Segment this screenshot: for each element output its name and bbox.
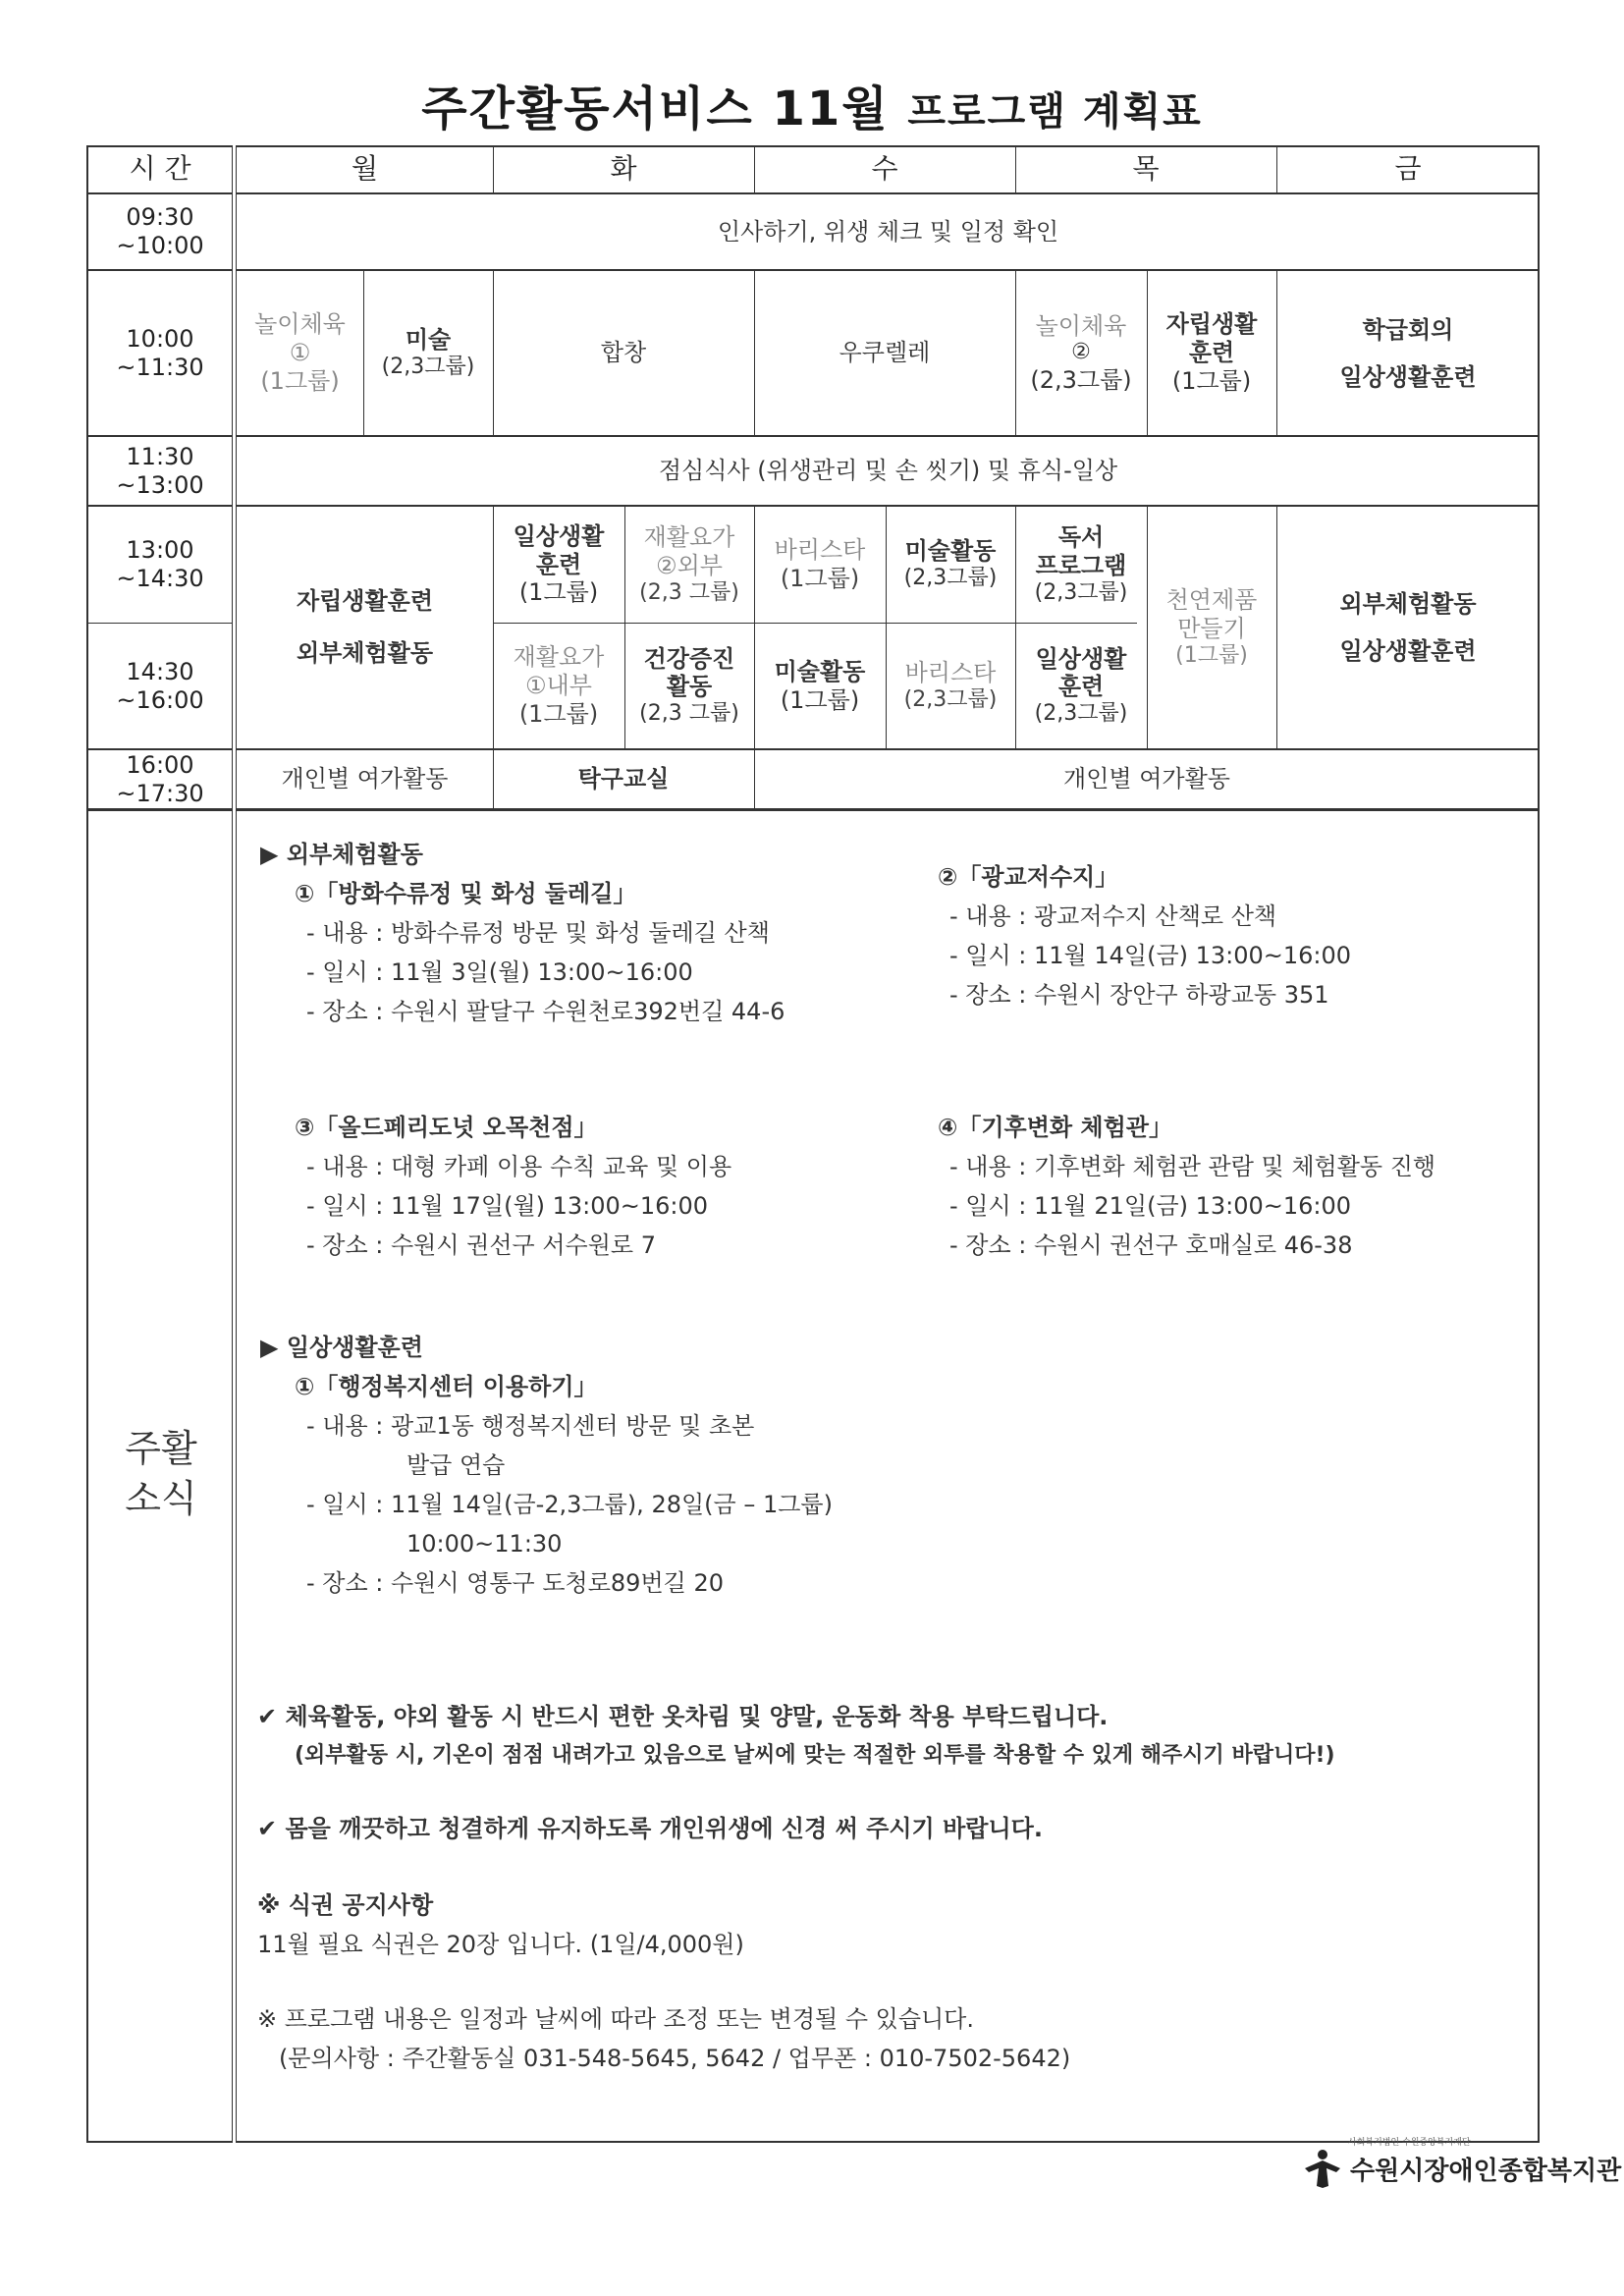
change-notice: ※ 프로그램 내용은 일정과 날씨에 따라 조정 또는 변경될 수 있습니다. (문의사항 : 주간활동실 031-548-5645, 5642 / 업무폰 : 010-7502-5642) (257, 2005, 1071, 2072)
time-slot-4: 13:00 ~14:30 (116, 536, 204, 592)
header-mon: 월 (351, 152, 379, 186)
natural-products: 천연제품 만들기 (1그룹) (1165, 586, 1258, 668)
greeting-activity: 인사하기, 위생 체크 및 일정 확인 (717, 217, 1059, 246)
art-class: 미술 (2,3그룹) (381, 325, 475, 379)
table-tennis: 탁구교실 (577, 765, 670, 793)
meal-ticket-notice: ※ 식권 공지사항 11월 필요 식권은 20장 입니다. (1일/4,000원) (257, 1891, 744, 1958)
art-activity-1: 미술활동 (2,3그룹) (903, 537, 998, 591)
time-slot-1: 09:30 ~10:00 (116, 203, 204, 259)
reading-program: 독서 프로그램 (2,3그룹) (1034, 523, 1128, 605)
person-logo-icon (1301, 2147, 1344, 2190)
health-promotion: 건강증진 활동 (2,3 그룹) (639, 644, 739, 727)
rehab-yoga-outside: 재활요가 ②외부 (2,3 그룹) (639, 523, 739, 605)
header-tue: 화 (610, 152, 637, 186)
outing-4: ④「기후변화 체험관」 - 내용 : 기후변화 체험관 관람 및 체험활동 진행 - 일시 : 11월 21일(금) 13:00~16:00 - 장소 : 수원시 권선구 호매실로 46-38 (938, 1114, 1436, 1259)
hygiene-notice: ✔ 몸을 깨끗하고 청결하게 유지하도록 개인위생에 신경 써 주시기 바랍니다. (257, 1815, 1043, 1842)
fri-afternoon-program: 외부체험활동 일상생활훈련 (1339, 590, 1477, 665)
barista-1: 바리스타 (1그룹) (774, 536, 866, 592)
barista-2: 바리스타 (2,3그룹) (903, 658, 998, 712)
leisure-mon: 개인별 여가활동 (281, 765, 449, 793)
choir: 합창 (600, 339, 647, 367)
page-title: 주간활동서비스 11월 프로그램 계획표 (421, 82, 1203, 137)
play-pe-1: 놀이체육 ① (1그룹) (254, 310, 346, 395)
welfare-center-logo: 사회복지법인 수원중앙복지재단 수원시장애인종합복지관 (1301, 2147, 1621, 2190)
daily-training-section: ▶ 일상생활훈련 (260, 1334, 423, 1361)
header-thu: 목 (1132, 152, 1160, 186)
outside-activity-section: ▶ 외부체험활동 (260, 841, 423, 868)
header-fri: 금 (1394, 152, 1422, 186)
mon-afternoon-program: 자립생활훈련 외부체험활동 (296, 587, 434, 667)
time-slot-2: 10:00 ~11:30 (116, 324, 204, 381)
art-activity-2: 미술활동 (1그룹) (774, 657, 866, 714)
header-wed: 수 (871, 152, 898, 186)
independent-living-training: 자립생활 훈련 (1그룹) (1165, 310, 1258, 395)
time-slot-3: 11:30 ~13:00 (116, 442, 204, 499)
ukulele: 우쿠렐레 (839, 339, 931, 367)
daily-training-1: ①「행정복지센터 이용하기」 - 내용 : 광교1동 행정복지센터 방문 및 초본 발급 연습 - 일시 : 11월 14일(금-2,3그룹), 28일(금 – 1그룹) 10:00~11:30 - 장소 : 수원시 영통구 도청로89번길 20 (295, 1373, 833, 1597)
class-meeting: 학급회의 일상생활훈련 (1339, 315, 1477, 391)
time-slot-6: 16:00 ~17:30 (116, 750, 204, 807)
daily-life-training-2: 일상생활 훈련 (2,3그룹) (1034, 644, 1128, 727)
outing-1: ①「방화수류정 및 화성 둘레길」 - 내용 : 방화수류정 방문 및 화성 둘레길 산책 - 일시 : 11월 3일(월) 13:00~16:00 - 장소 : 수원시 팔달구 수원천로392번길 44-6 (295, 880, 785, 1025)
outing-2: ②「광교저수지」 - 내용 : 광교저수지 산책로 산책 - 일시 : 11월 14일(금) 13:00~16:00 - 장소 : 수원시 장안구 하광교동 351 (938, 863, 1352, 1009)
daily-life-training-1: 일상생활 훈련 (1그룹) (513, 521, 605, 607)
lunch-break: 점심식사 (위생관리 및 손 씻기) 및 휴식-일상 (658, 457, 1118, 485)
weekly-news-label: 주활 소식 (125, 1427, 197, 1521)
rehab-yoga-inside: 재활요가 ①내부 (1그룹) (513, 643, 605, 728)
header-time: 시 간 (129, 152, 191, 186)
leisure-rest: 개인별 여가활동 (1063, 765, 1230, 793)
clothing-notice: ✔ 체육활동, 야외 활동 시 반드시 편한 옷차림 및 양말, 운동화 착용 부탁드립니다. (외부활동 시, 기온이 점점 내려가고 있음으로 날씨에 맞는 적절한 외투를 착용할 수 있게 해주시기 바랍니다!) (257, 1703, 1335, 1768)
time-slot-5: 14:30 ~16:00 (116, 657, 204, 714)
play-pe-2: 놀이체육 ② (2,3그룹) (1030, 311, 1132, 394)
outing-3: ③「올드페리도넛 오목천점」 - 내용 : 대형 카페 이용 수칙 교육 및 이용 - 일시 : 11월 17일(월) 13:00~16:00 - 장소 : 수원시 권선구 서수원로 7 (295, 1114, 732, 1259)
